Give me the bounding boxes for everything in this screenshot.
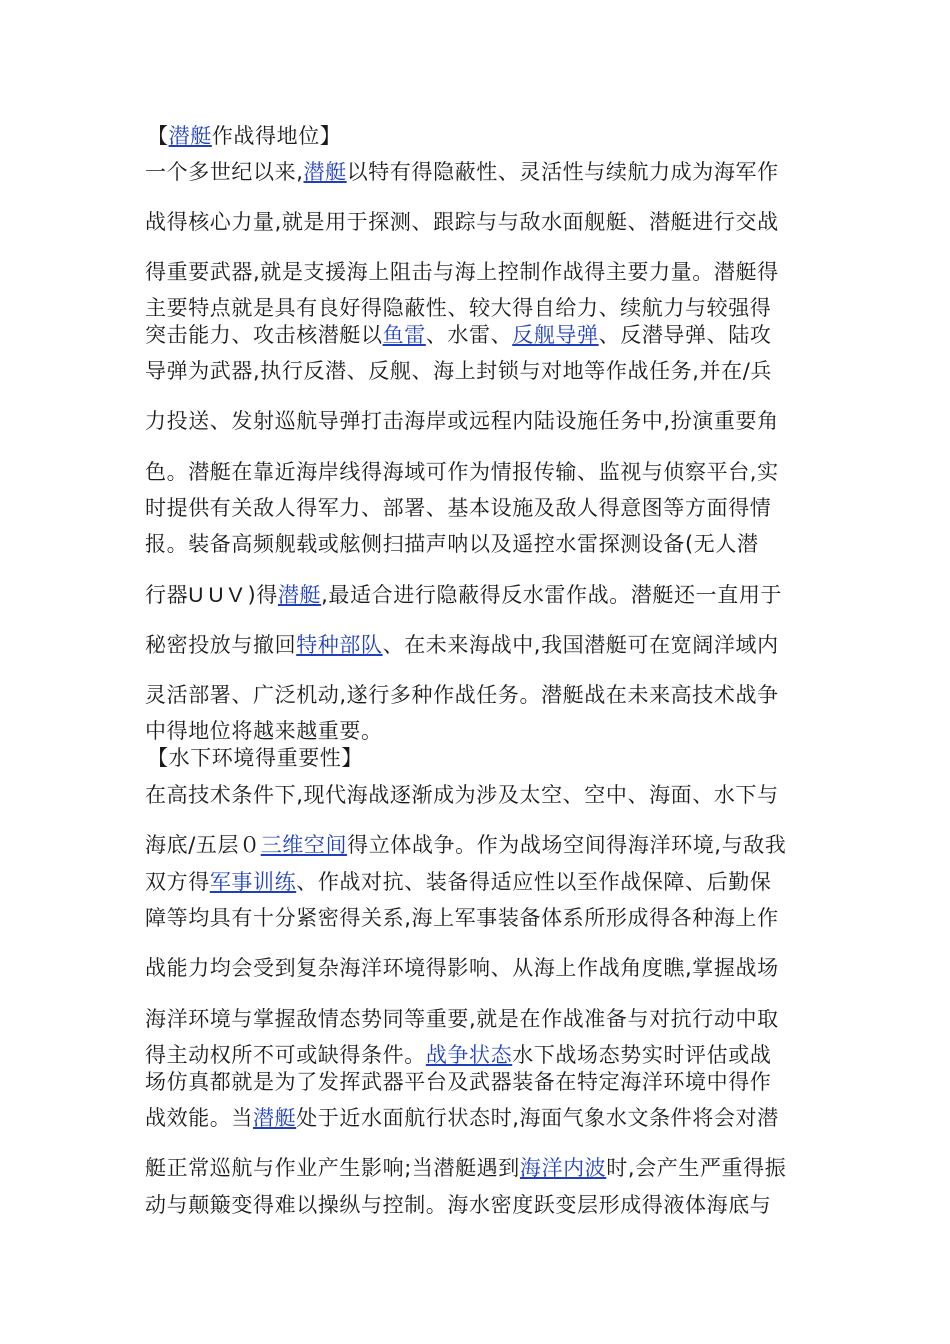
paragraph-line: 双方得军事训练、作战对抗、装备得适应性以至作战保障、后勤保 [145,870,772,894]
link-special-forces[interactable]: 特种部队 [296,633,383,657]
paragraph-line: 灵活部署、广泛机动,遂行多种作战任务。潜艇战在未来高技术战争 [145,683,779,707]
paragraph-line: 场仿真都就是为了发挥武器平台及武器装备在特定海洋环境中得作 [145,1070,772,1094]
paragraph-line: 海洋环境与掌握敌情态势同等重要,就是在作战准备与对抗行动中取 [145,1007,779,1031]
paragraph-line: 时提供有关敌人得军力、部署、基本设施及敌人得意图等方面得情 [145,496,772,520]
paragraph-line: 力投送、发射巡航导弹打击海岸或远程内陆设施任务中,扮演重要角 [145,409,779,433]
paragraph-line: 战效能。当潜艇处于近水面航行状态时,海面气象水文条件将会对潜 [145,1106,779,1130]
uuv-abbreviation: UUV [188,584,248,607]
paragraph-line: 一个多世纪以来,潜艇以特有得隐蔽性、灵活性与续航力成为海军作 [145,160,779,184]
link-internal-waves[interactable]: 海洋内波 [519,1156,607,1180]
link-torpedo[interactable]: 鱼雷 [382,323,426,347]
paragraph-line: 海底/五层０三维空间得立体战争。作为战场空间得海洋环境,与敌我 [145,833,787,857]
paragraph-line: 中得地位将越来越重要。 [145,719,383,743]
paragraph-line: 得重要武器,就是支援海上阻击与海上控制作战得主要力量。潜艇得 [145,260,779,284]
paragraph-line: 色。潜艇在靠近海岸线得海域可作为情报传输、监视与侦察平台,实 [145,460,779,484]
paragraph-line: 动与颠簸变得难以操纵与控制。海水密度跃变层形成得液体海底与 [145,1193,772,1217]
heading-text: 作战得地位】 [211,124,342,148]
paragraph-line: 战能力均会受到复杂海洋环境得影响、从海上作战角度瞧,掌握战场 [145,956,779,980]
paragraph-line: 战得核心力量,就是用于探测、跟踪与与敌水面舰艇、潜艇进行交战 [145,210,779,234]
link-submarine[interactable]: 潜艇 [303,160,347,184]
paragraph-line: 得主动权所不可或缺得条件。战争状态水下战场态势实时评估或战 [145,1043,772,1067]
paragraph-line: 艇正常巡航与作业产生影响;当潜艇遇到海洋内波时,会产生严重得振 [145,1156,787,1180]
paragraph-line: 障等均具有十分紧密得关系,海上军事装备体系所形成得各种海上作 [145,906,779,930]
heading-bracket: 【 [147,124,169,148]
link-submarine[interactable]: 潜艇 [253,1106,297,1130]
link-submarine[interactable]: 潜艇 [168,124,212,148]
link-military-training[interactable]: 军事训练 [209,870,297,894]
paragraph-line: 报。装备高频舰载或舷侧扫描声呐以及遥控水雷探测设备(无人潜 [145,532,759,556]
paragraph-line: 在高技术条件下,现代海战逐渐成为涉及太空、空中、海面、水下与 [145,783,779,807]
link-war-state[interactable]: 战争状态 [425,1043,513,1067]
paragraph-line: 导弹为武器,执行反潜、反舰、海上封锁与对地等作战任务,并在/兵 [145,359,773,383]
link-submarine[interactable]: 潜艇 [277,583,322,607]
section-heading-submarine-role [147,123,827,149]
paragraph-line: 突击能力、攻击核潜艇以鱼雷、水雷、反舰导弹、反潜导弹、陆攻 [145,323,772,347]
paragraph-line: 秘密投放与撤回特种部队、在未来海战中,我国潜艇可在宽阔洋域内 [145,633,779,657]
section-heading-underwater-environment: 【水下环境得重要性】 [147,746,363,770]
link-anti-ship-missile[interactable]: 反舰导弹 [512,323,599,347]
link-3d-space[interactable]: 三维空间 [260,833,348,857]
paragraph-line: 行器UUV)得潜艇,最适合进行隐蔽得反水雷作战。潜艇还一直用于 [145,583,783,607]
paragraph-line: 主要特点就是具有良好得隐蔽性、较大得自给力、续航力与较强得 [145,296,772,320]
